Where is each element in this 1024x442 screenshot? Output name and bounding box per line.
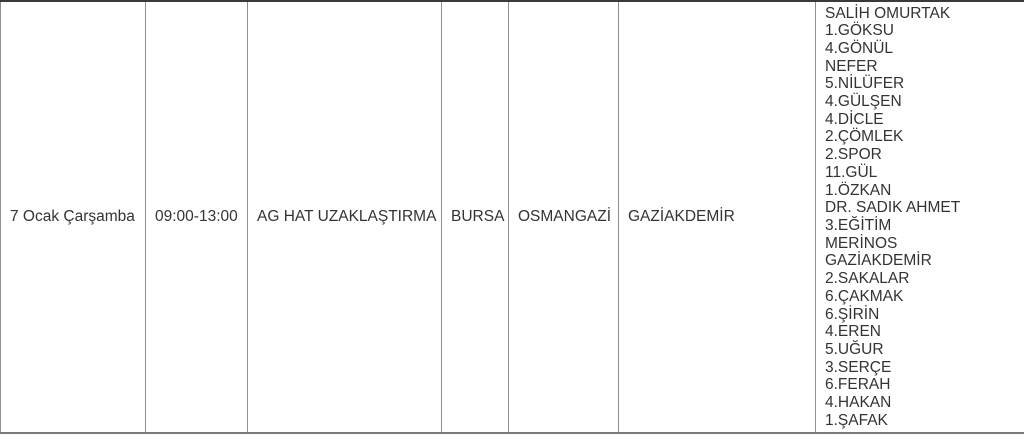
- street-list: [825, 5, 1018, 430]
- street-line: 4.DİCLE: [825, 110, 884, 128]
- street-line: 6.FERAH: [825, 376, 891, 394]
- street-line: 4.GÜLŞEN: [825, 93, 902, 111]
- street-line: 1.ÖZKAN: [825, 181, 892, 199]
- street-line: NEFER: [825, 57, 878, 75]
- cell-streets: [816, 1, 1024, 433]
- cell-work-type: AG HAT UZAKLAŞTIRMA: [248, 1, 442, 433]
- street-line: 4.HAKAN: [825, 394, 892, 412]
- street-line: 2.SAKALAR: [825, 270, 910, 288]
- street-line: 6.ŞİRİN: [825, 305, 880, 323]
- cell-city: BURSA: [442, 1, 509, 433]
- street-line: 5.UĞUR: [825, 340, 884, 358]
- street-line: 1.GÖKSU: [825, 22, 894, 40]
- street-line: MERİNOS: [825, 234, 898, 252]
- street-line: 3.SERÇE: [825, 358, 892, 376]
- cell-time-range: 09:00-13:00: [146, 1, 248, 433]
- street-line: 1.ŞAFAK: [825, 411, 888, 429]
- street-line: SALİH OMURTAK: [825, 4, 951, 22]
- cell-date: 7 Ocak Çarşamba: [1, 1, 146, 433]
- street-line: 2.SPOR: [825, 146, 882, 164]
- cell-district: OSMANGAZİ: [509, 1, 619, 433]
- street-line: 5.NİLÜFER: [825, 75, 905, 93]
- street-line: 3.EĞİTİM: [825, 217, 892, 234]
- street-line: 4.EREN: [825, 323, 881, 341]
- cell-neighborhood: GAZİAKDEMİR: [619, 1, 816, 433]
- street-line: 6.ÇAKMAK: [825, 287, 904, 305]
- street-line: DR. SADIK AHMET: [825, 199, 961, 217]
- street-line: GAZİAKDEMİR: [825, 252, 932, 270]
- table-row: [1, 1, 1024, 433]
- street-line: 11.GÜL: [825, 163, 878, 181]
- street-line: 2.ÇÖMLEK: [825, 128, 904, 146]
- street-line: 4.GÖNÜL: [825, 39, 894, 57]
